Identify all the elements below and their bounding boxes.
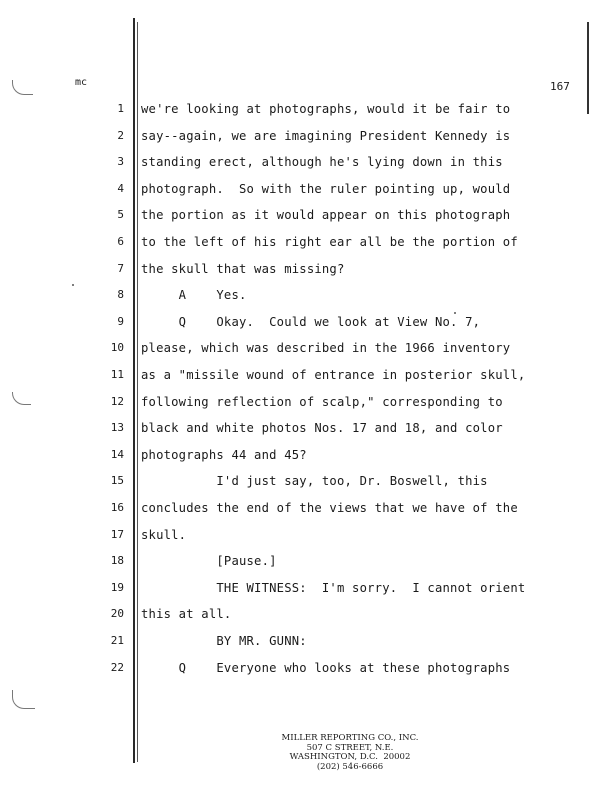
line-text: to the left of his right ear all be the portion of — [141, 235, 518, 249]
footer-company: MILLER REPORTING CO., INC. — [281, 733, 419, 743]
footer-city: WASHINGTON, D.C. 20002 — [289, 752, 411, 762]
transcript-line — [0, 341, 600, 367]
line-text: [Pause.] — [141, 554, 277, 569]
line-number: 10 — [110, 341, 124, 355]
transcript-line — [0, 607, 600, 633]
line-number: 9 — [117, 314, 124, 328]
line-number: 17 — [110, 527, 124, 541]
line-number: 11 — [110, 368, 124, 381]
line-text: A Yes. — [141, 288, 247, 303]
line-text: say--again, we are imagining President Kennedy is — [141, 128, 511, 143]
line-text: BY MR. GUNN: — [141, 634, 307, 648]
margin-line-right — [587, 22, 589, 114]
transcript-line — [0, 634, 600, 660]
line-number: 7 — [117, 261, 124, 275]
line-number: 18 — [110, 554, 124, 568]
line-number: 14 — [110, 447, 124, 461]
transcript-line — [0, 554, 600, 580]
line-text: photographs 44 and 45? — [141, 447, 307, 462]
line-text: please, which was described in the 1966 inventory — [141, 341, 511, 356]
footer — [250, 734, 450, 772]
line-number: 15 — [110, 474, 124, 488]
line-number: 3 — [117, 155, 124, 169]
line-number: 6 — [117, 235, 124, 248]
line-text: we're looking at photographs, would it be fair to — [141, 102, 511, 116]
line-text: I'd just say, too, Dr. Boswell, this — [141, 474, 488, 489]
line-text: the skull that was missing? — [141, 261, 345, 276]
transcript-line — [0, 501, 600, 527]
footer-phone: (202) 546-6666 — [316, 761, 384, 772]
line-number: 13 — [110, 421, 124, 435]
transcript-line — [0, 182, 600, 208]
line-number: 16 — [110, 501, 124, 514]
reporter-initials: mc — [75, 77, 88, 88]
transcript-line — [0, 421, 600, 447]
line-text: black and white photos Nos. 17 and 18, and color — [141, 421, 503, 436]
line-number: 12 — [110, 394, 124, 408]
transcript-line — [0, 448, 600, 474]
line-text: this at all. — [141, 607, 232, 622]
transcript-line — [0, 315, 600, 341]
line-number: 8 — [117, 288, 124, 302]
line-text: Q Everyone who looks at these photographs — [141, 660, 511, 675]
margin-mark — [12, 80, 33, 95]
line-number: 4 — [117, 181, 124, 195]
line-number: 1 — [117, 102, 124, 115]
line-text: concludes the end of the views that we have of the — [141, 501, 518, 515]
line-text: as a "missile wound of entrance in posterior skull, — [141, 368, 526, 382]
transcript-line — [0, 208, 600, 234]
line-number: 22 — [110, 660, 124, 674]
transcript-line — [0, 262, 600, 288]
line-text: skull. — [141, 527, 187, 542]
transcript-line — [0, 528, 600, 554]
transcript-line — [0, 155, 600, 181]
line-text: THE WITNESS: I'm sorry. I cannot orient — [141, 580, 526, 595]
transcript-line — [0, 581, 600, 607]
transcript-line — [0, 474, 600, 500]
transcript-line — [0, 661, 600, 687]
transcript-line — [0, 235, 600, 261]
footer-street: 507 C STREET, N.E. — [306, 742, 394, 753]
transcript-line — [0, 102, 600, 128]
margin-mark — [12, 690, 35, 709]
line-number: 21 — [110, 634, 124, 647]
line-text: photograph. So with the ruler pointing up, would — [141, 181, 511, 196]
line-text: following reflection of scalp," corresponding to — [141, 394, 503, 409]
line-text: Q Okay. Could we look at View No. 7, — [141, 314, 481, 329]
transcript-line — [0, 395, 600, 421]
transcript-line — [0, 368, 600, 394]
line-text: standing erect, although he's lying down in this — [141, 155, 503, 170]
line-number: 19 — [110, 580, 124, 594]
line-text: the portion as it would appear on this photograph — [141, 208, 511, 223]
line-number: 20 — [110, 607, 124, 621]
line-number: 2 — [117, 128, 124, 142]
transcript-line — [0, 288, 600, 314]
transcript-line — [0, 129, 600, 155]
line-number: 5 — [117, 208, 124, 222]
page-number: 167 — [550, 80, 570, 93]
